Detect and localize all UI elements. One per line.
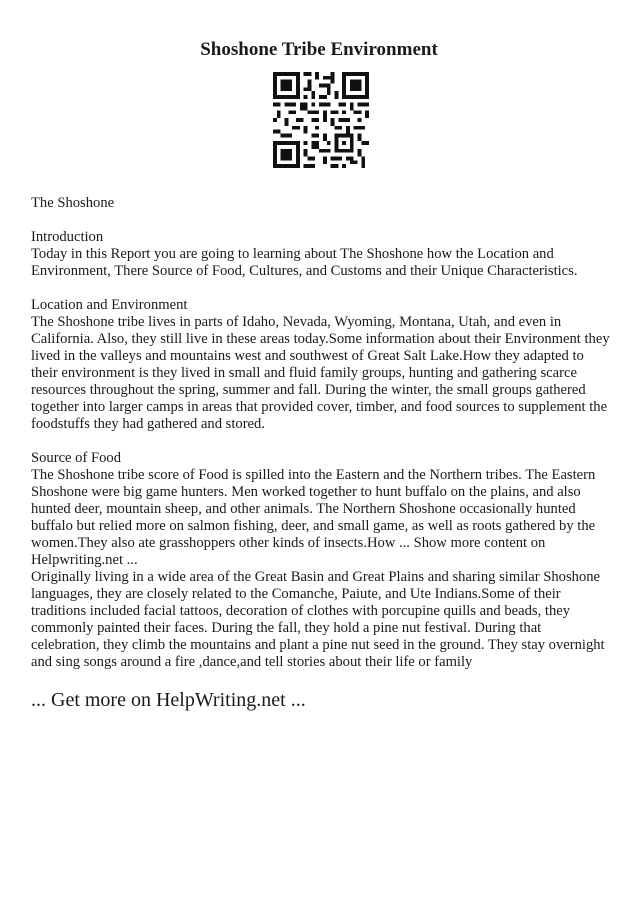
section-introduction [31,229,611,280]
section-location [31,297,611,433]
section-heading: Location and Environment [31,297,188,313]
section-text: Today in this Report you are going to learning about The Shoshone how the Location and Environment, There Source of Food, Cultures, and Customs and their Unique Characteristics. [31,246,578,279]
section-text: The Shoshone tribe lives in parts of Idaho, Nevada, Wyoming, Montana, Utah, and even in California. Also, they still live in these areas today.Some information about their Environment they lived in the valleys and mountains west and southwest of Great Salt Lake.How they adapted to their environment is they lived in small and fluid family groups, hunting and gathering scarce resources throughout the spring, summer and fall. During the winter, the small groups gathered together into larger camps in areas that provided cover, timber, and food sources to supplement the foodstuffs they had gathered and stored. [31,314,610,432]
document-body [31,195,611,671]
page-title: Shoshone Tribe Environment [200,39,438,60]
section-text: The Shoshone tribe score of Food is spilled into the Eastern and the Northern tribes. The Eastern Shoshone were big game hunters. Men worked together to hunt buffalo on the plains, and also hunted deer, mountain sheep, and other animals. The Northern Shoshone occasionally hunted buffalo but relied more on salmon fishing, deer, and small game, as well as roots gathered by the women.They also ate grasshoppers other kinds of insects.How ... Show more content on Helpwriting.net ... [31,467,596,568]
section-heading: Introduction [31,229,104,245]
section-continuation: Originally living in a wide area of the Great Basin and Great Plains and sharing similar Shoshone languages, they are closely related to the Comanche, Paiute, and Ute Indians.Some of their traditions included facial tattoos, decoration of clothes with porcupine quills and beads, they commonly painted their faces. During the fall, they hold a pine nut festival. During that celebration, they climb the mountains and plant a pine nut seed in the ground. They stay overnight and sing songs around a fire ,dance,and tell stories about their life or family [31,569,605,670]
qr-code-icon [273,72,369,168]
get-more-link[interactable]: ... Get more on HelpWriting.net ... [31,689,306,711]
intro-line: The Shoshone [31,195,115,211]
section-food [31,450,611,671]
section-heading: Source of Food [31,450,121,466]
